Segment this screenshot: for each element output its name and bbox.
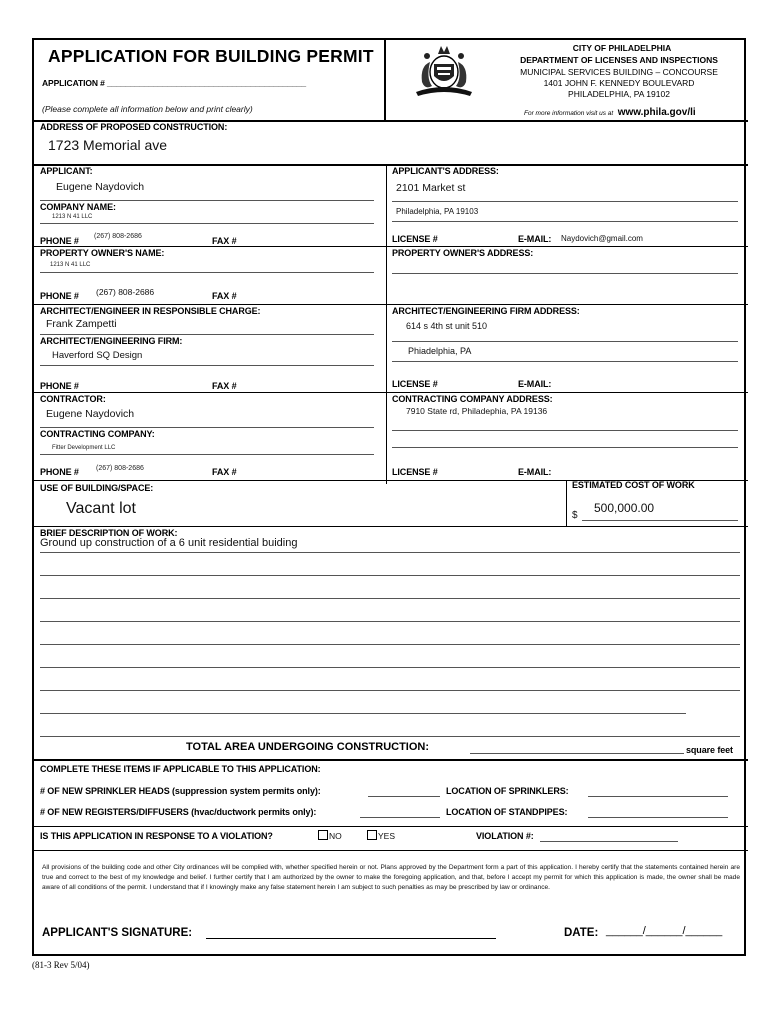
violation-yes-label: YES (378, 831, 396, 841)
architect-address-label: ARCHITECT/ENGINEERING FIRM ADDRESS: (392, 306, 580, 316)
signature-line[interactable] (206, 938, 496, 939)
contractor-fax-label: FAX # (212, 467, 237, 477)
city-seal-icon (410, 42, 478, 98)
department-city-zip: PHILADELPHIA, PA 19102 (568, 89, 670, 99)
city-name: CITY OF PHILADELPHIA (572, 43, 672, 53)
owner-name-label: PROPERTY OWNER'S NAME: (40, 248, 165, 258)
construction-address-value[interactable]: 1723 Memorial ave (48, 137, 168, 153)
more-info-text: For more information visit us at (524, 110, 614, 117)
violation-question: IS THIS APPLICATION IN RESPONSE TO A VIOLATION? (40, 831, 273, 841)
website-line (524, 102, 696, 120)
applicable-heading: COMPLETE THESE ITEMS IF APPLICABLE TO THIS APPLICATION: (40, 764, 321, 774)
violation-no-checkbox[interactable] (318, 830, 328, 840)
currency-symbol: $ (572, 510, 578, 521)
violation-no-label: NO (329, 831, 342, 841)
company-name-label: COMPANY NAME: (40, 202, 116, 212)
owner-phone[interactable]: (267) 808-2686 (96, 287, 155, 297)
department-name: DEPARTMENT OF LICENSES AND INSPECTIONS (520, 55, 718, 65)
estimated-cost-value[interactable]: 500,000.00 (594, 501, 655, 515)
owner-fax-label: FAX # (212, 291, 237, 301)
company-name[interactable]: 1213 N 41 LLC (52, 214, 93, 220)
date-label: DATE: (564, 927, 599, 939)
applicant-phone-label: PHONE # (40, 236, 79, 246)
total-area-unit: square feet (686, 745, 733, 755)
applicant-email[interactable]: Naydovich@gmail.com (561, 234, 643, 243)
architect-email-label: E-MAIL: (518, 379, 552, 389)
signature-label: APPLICANT'S SIGNATURE: (42, 927, 193, 939)
applicant-address-line1[interactable]: 2101 Market st (396, 182, 466, 194)
department-building: MUNICIPAL SERVICES BUILDING – CONCOURSE (520, 67, 718, 77)
date-field[interactable]: ______/______/______ (606, 925, 723, 937)
contractor-email-label: E-MAIL: (518, 467, 552, 477)
applicant-label: APPLICANT: (40, 166, 93, 176)
construction-address-label: ADDRESS OF PROPOSED CONSTRUCTION: (40, 122, 228, 132)
architect-address-line1[interactable]: 614 s 4th st unit 510 (406, 321, 488, 331)
applicant-name[interactable]: Eugene Naydovich (56, 181, 145, 193)
applicant-phone[interactable]: (267) 808-2686 (94, 233, 142, 240)
architect-firm[interactable]: Haverford SQ Design (52, 350, 143, 361)
standpipes-label: LOCATION OF STANDPIPES: (446, 807, 568, 817)
description-value[interactable]: Ground up construction of a 6 unit residential buiding (40, 537, 298, 549)
owner-address-label: PROPERTY OWNER'S ADDRESS: (392, 248, 534, 258)
website-link[interactable]: www.phila.gov/li (617, 107, 696, 118)
architect-name[interactable]: Frank Zampetti (46, 318, 117, 330)
architect-label: ARCHITECT/ENGINEER IN RESPONSIBLE CHARGE: (40, 306, 261, 316)
contracting-company-label: CONTRACTING COMPANY: (40, 429, 155, 439)
contracting-company[interactable]: Fitter Development LLC (52, 445, 116, 451)
applicant-address-label: APPLICANT'S ADDRESS: (392, 166, 499, 176)
permit-form (32, 38, 746, 956)
form-revision: (81-3 Rev 5/04) (32, 960, 90, 970)
applicant-email-label: E-MAIL: (518, 234, 552, 244)
sprinkler-heads-label: # OF NEW SPRINKLER HEADS (suppression system permits only): (40, 786, 321, 796)
violation-yes-checkbox[interactable] (367, 830, 377, 840)
building-use-value[interactable]: Vacant lot (66, 500, 136, 517)
architect-fax-label: FAX # (212, 381, 237, 391)
form-title: APPLICATION FOR BUILDING PERMIT (48, 46, 374, 66)
architect-address-line2[interactable]: Phiadelphia, PA (408, 346, 472, 356)
applicant-fax-label: FAX # (212, 236, 237, 246)
contractor-label: CONTRACTOR: (40, 394, 106, 404)
applicant-address-line2[interactable]: Philadelphia, PA 19103 (396, 207, 479, 216)
contractor-phone-label: PHONE # (40, 467, 79, 477)
applicant-license-label: LICENSE # (392, 234, 438, 244)
contracting-address-label: CONTRACTING COMPANY ADDRESS: (392, 394, 553, 404)
contractor-name[interactable]: Eugene Naydovich (46, 408, 135, 420)
violation-number-label: VIOLATION #: (476, 831, 534, 841)
architect-phone-label: PHONE # (40, 381, 79, 391)
contractor-phone[interactable]: (267) 808-2686 (96, 465, 144, 472)
certification-text: All provisions of the building code and other City ordinances will be complied with, whether specified herein or not. Plans approved by the Department form a part of this application. I hereby certify that the statements contained herein are true and correct to the best of my knowledge and belief. I further certify that I am authorized by the owner to make the foregoing application, and that, before I accept my permit for which this application is made, the owner shall be made aware of all conditions of the permit. I understand that if I knowingly make any false statement herein I am subject to such penalties as may be prescribed by law or ordinance. (42, 864, 740, 891)
architect-firm-label: ARCHITECT/ENGINEERING FIRM: (40, 336, 183, 346)
description-label: BRIEF DESCRIPTION OF WORK: (40, 528, 178, 538)
architect-license-label: LICENSE # (392, 379, 438, 389)
instructions: (Please complete all information below and print clearly) (42, 104, 253, 114)
contractor-license-label: LICENSE # (392, 467, 438, 477)
owner-name[interactable]: 1213 N 41 LLC (50, 262, 91, 268)
owner-phone-label: PHONE # (40, 291, 79, 301)
building-use-label: USE OF BUILDING/SPACE: (40, 483, 154, 493)
sprinkler-location-label: LOCATION OF SPRINKLERS: (446, 786, 569, 796)
registers-label: # OF NEW REGISTERS/DIFFUSERS (hvac/ductwork permits only): (40, 807, 317, 817)
estimated-cost-label: ESTIMATED COST OF WORK (572, 480, 695, 490)
contracting-address-line1[interactable]: 7910 State rd, Philadephia, PA 19136 (406, 406, 548, 416)
department-street: 1401 JOHN F. KENNEDY BOULEVARD (543, 78, 695, 88)
total-area-label: TOTAL AREA UNDERGOING CONSTRUCTION: (186, 741, 430, 753)
application-number-label: APPLICATION # ___________________________________________ (42, 78, 307, 88)
